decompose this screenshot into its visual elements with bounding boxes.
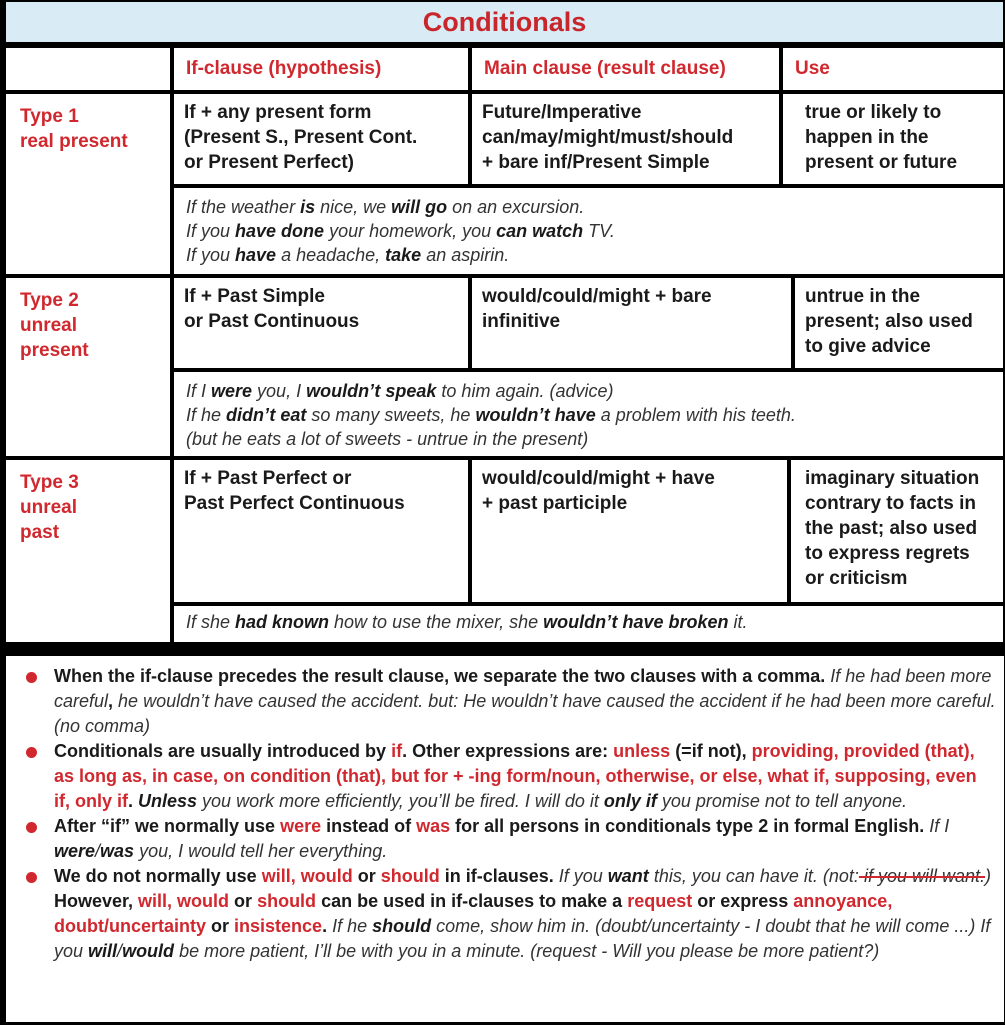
note-were: After “if” we normally use were instead of was for all persons in conditionals type 2 in formal English. If I were/was you, I would tell her everything. xyxy=(20,814,996,864)
note-expressions: Conditionals are usually introduced by if. Other expressions are: unless (=if not), providing, provided (that), as long as, in case, on condition (that), but for + -ing form/noun, otherwise, or else, what if, supposing, even if, only if. Unless you work more efficiently, you’ll be fired. I will do it only if you promise not to tell anyone. xyxy=(20,739,996,814)
text-line: + past participle xyxy=(482,493,628,514)
bullet-icon xyxy=(26,872,37,883)
type-3-cell xyxy=(6,460,170,642)
type-3-main-clause xyxy=(472,460,787,602)
text-line: to give advice xyxy=(805,336,931,357)
text-line: infinitive xyxy=(482,311,561,332)
text-line: contrary to facts in xyxy=(805,493,977,514)
type-3-sub: unreal past xyxy=(20,497,78,543)
type-2-cell xyxy=(6,278,170,456)
bullet-icon xyxy=(26,822,37,833)
header-use: Use xyxy=(783,48,1003,90)
type-1-main-clause xyxy=(472,94,779,184)
text-line: present or future xyxy=(805,152,958,173)
text-line: would/could/might + bare xyxy=(482,286,712,307)
bullet-icon xyxy=(26,672,37,683)
text-line: would/could/might + have xyxy=(482,468,715,489)
text-line: imaginary situation xyxy=(805,468,980,489)
header-if-clause: If-clause (hypothesis) xyxy=(174,48,468,90)
header-main-clause: Main clause (result clause) xyxy=(472,48,779,90)
type-2-label: Type 2 xyxy=(20,290,79,311)
type-3-if-clause xyxy=(174,460,468,602)
note-will-would: We do not normally use will, would or should in if-clauses. If you want this, you can have it. (not: if you will want.) However, will, would or should can be used in if-clauses to make a request or express annoyance, doubt/uncertainty or insistence. If he should come, show him in. (doubt/uncertainty - I doubt that he will come ...) If you will/would be more patient, I’ll be with you in a minute. (request - Will you please be more patient?) xyxy=(20,864,996,964)
type-3-label: Type 3 xyxy=(20,472,79,493)
text-line: true or likely to xyxy=(805,102,942,123)
text-line: or Past Continuous xyxy=(184,311,360,332)
type-1-sub: real present xyxy=(20,131,128,152)
text-line: happen in the xyxy=(805,127,929,148)
header-blank-cell xyxy=(6,48,170,90)
text-line: to express regrets xyxy=(805,543,970,564)
text-line: present; also used xyxy=(805,311,973,332)
text-line: Future/Imperative xyxy=(482,102,642,123)
text-line: Past Perfect Continuous xyxy=(184,493,405,514)
type-2-main-clause xyxy=(472,278,791,368)
text-line: + bare inf/Present Simple xyxy=(482,152,710,173)
type-1-label: Type 1 xyxy=(20,106,79,127)
page-title: Conditionals xyxy=(6,2,1003,42)
type-3-use xyxy=(791,460,1003,602)
bullet-icon xyxy=(26,747,37,758)
text-line: If + any present form xyxy=(184,102,372,123)
text-line: (Present S., Present Cont. xyxy=(184,127,418,148)
type-1-use xyxy=(783,94,1003,184)
type-2-examples: If I were you, I wouldn’t speak to him again. (advice) If he didn’t eat so many sweets, he wouldn’t have a problem with his teeth. (but he eats a lot of sweets - untrue in the present) xyxy=(174,372,1003,456)
type-1-if-clause xyxy=(174,94,468,184)
type-1-examples: If the weather is nice, we will go on an excursion. If you have done your homework, you can watch TV. If you have a headache, take an aspirin. xyxy=(174,188,1003,274)
text-line: or Present Perfect) xyxy=(184,152,355,173)
note-comma: When the if-clause precedes the result clause, we separate the two clauses with a comma. If he had been more careful, he wouldn’t have caused the accident. but: He wouldn’t have caused the accident if he had been more careful. (no comma) xyxy=(20,664,996,739)
text-line: If + Past Simple xyxy=(184,286,325,307)
type-1-cell xyxy=(6,94,170,274)
text-line: or criticism xyxy=(805,568,908,589)
type-2-if-clause xyxy=(174,278,468,368)
text-line: can/may/might/must/should xyxy=(482,127,734,148)
text-line: the past; also used xyxy=(805,518,978,539)
type-2-sub: unreal present xyxy=(20,315,89,361)
type-2-use xyxy=(795,278,1003,368)
text-line: untrue in the xyxy=(805,286,921,307)
type-3-examples: If she had known how to use the mixer, she wouldn’t have broken it. xyxy=(174,606,1003,642)
text-line: If + Past Perfect or xyxy=(184,468,352,489)
notes-section xyxy=(6,656,1004,1022)
